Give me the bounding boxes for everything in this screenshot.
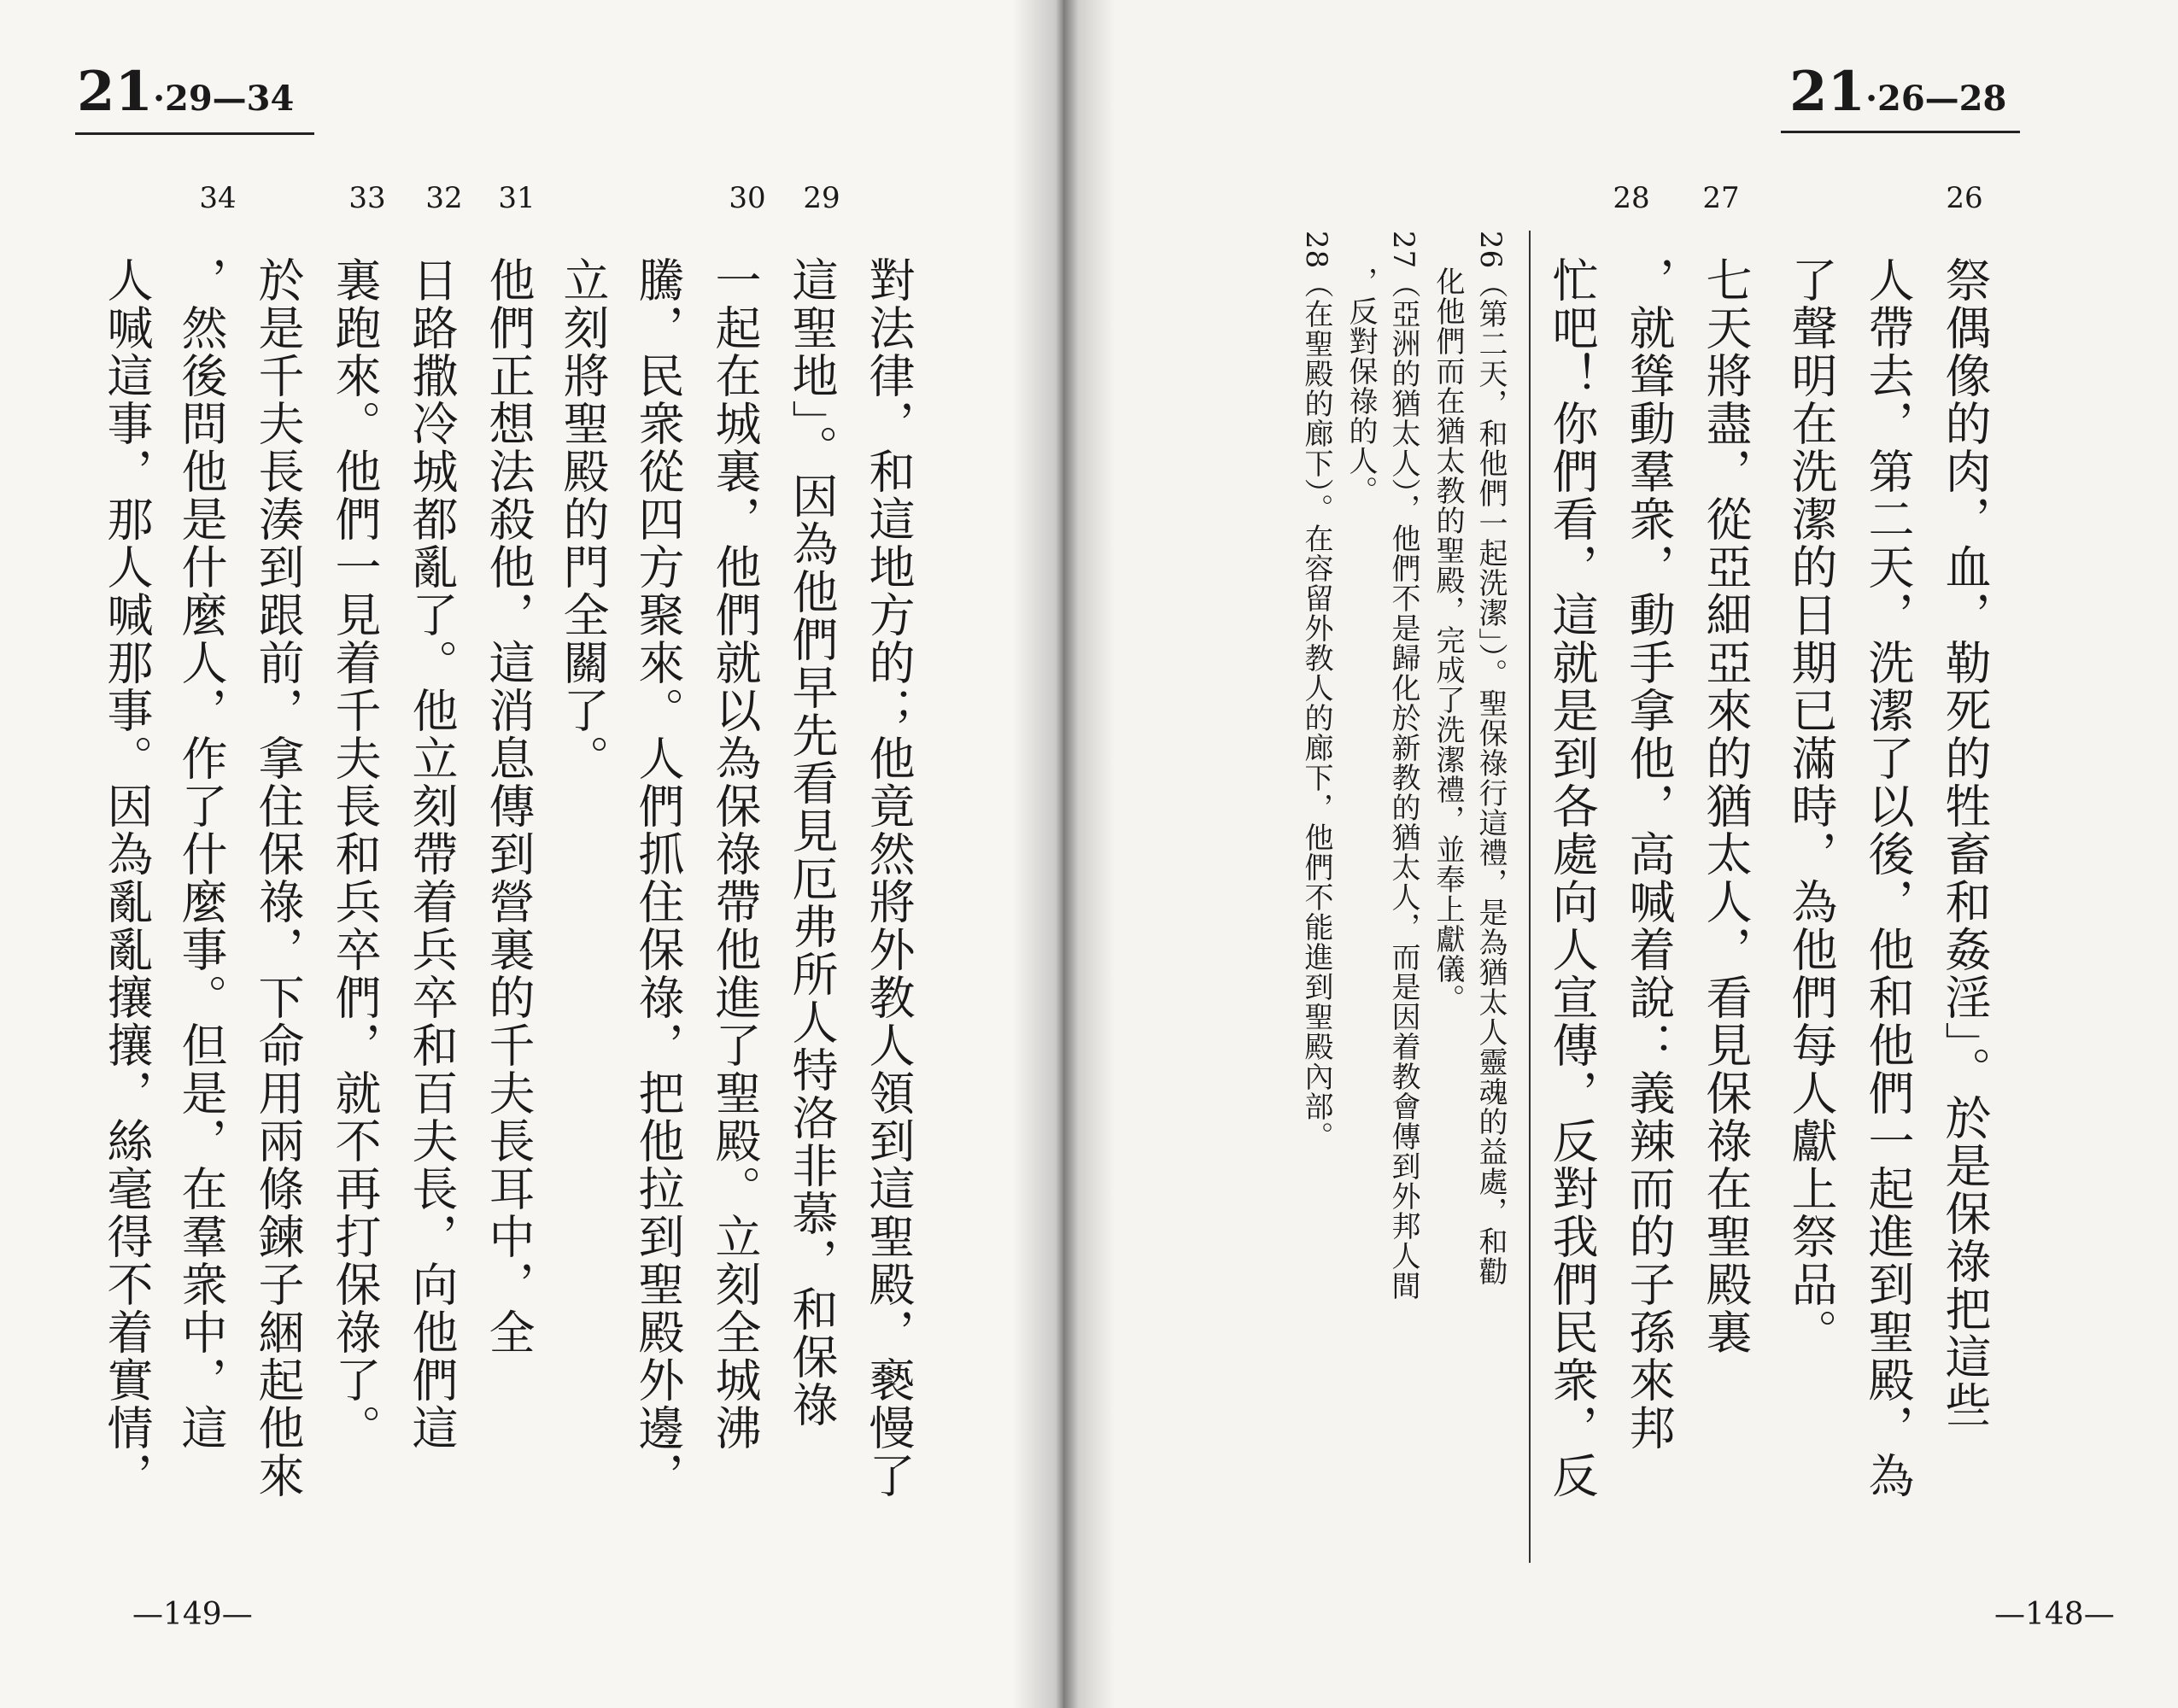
text-column: 人帶去，第二天，洗潔了以後，他和他們一起進到聖殿，為	[1861, 256, 1915, 1500]
left-header-rule	[75, 132, 314, 135]
text-column: 七天將盡，從亞細亞來的猶太人，看見保祿在聖殿裏	[1699, 256, 1753, 1356]
right-page	[1063, 0, 2178, 1708]
notes-divider	[1529, 231, 1531, 1563]
note-line: 26（第二天，和他們一起洗潔」）。聖保祿行這禮，是為猶太人靈魂的益處，和勸	[1473, 231, 1508, 1287]
note-number: 27	[1386, 231, 1420, 270]
note-line: 化他們而在猶太教的聖殿，完成了洗潔禮，並奉上獻儀。	[1431, 266, 1465, 1014]
text-column: 祭偶像的肉，血，勒死的牲畜和姦淫」。於是保祿把這些	[1938, 256, 1992, 1429]
text-column: 立刻將聖殿的門全關了。	[556, 256, 610, 782]
text-column: 騰，民衆從四方聚來。人們抓住保祿，把他拉到聖殿外邊，	[631, 256, 685, 1500]
right-verse-range: 26—28	[1877, 79, 2007, 119]
text-column: ，然後問他是什麼人，作了什麼事。但是，在羣衆中，這	[174, 256, 228, 1452]
text-column: 人喊這事，那人喊那事。因為亂亂攘攘，絲毫得不着實情，	[100, 256, 154, 1500]
right-page-header: 21·26—28	[1789, 60, 2007, 124]
note-line: ，反對保祿的人。	[1344, 266, 1378, 506]
right-header-rule	[1781, 131, 2020, 133]
note-number: 28	[1299, 231, 1333, 270]
text-column: 裏跑來。他們一見着千夫長和兵卒們，就不再打保祿了。	[328, 256, 382, 1452]
text-column: 這聖地」。因為他們早先看見厄弗所人特洛非慕，和保祿	[785, 256, 839, 1429]
verse-number: 27	[1702, 181, 1740, 215]
text-column: 對法律，和這地方的；他竟然將外教人領到這聖殿，褻慢了	[862, 256, 916, 1500]
verse-number: 33	[348, 181, 386, 215]
left-page	[0, 0, 1063, 1708]
verse-number: 29	[803, 181, 840, 215]
right-page-number: —148—	[1994, 1597, 2115, 1632]
right-chapter-number: 21	[1789, 60, 1866, 124]
text-column: ，就聳動羣衆，動手拿他，高喊着說：義辣而的子孫來邦	[1622, 256, 1676, 1452]
text-column: 他們正想法殺他，這消息傳到營裏的千夫長耳中，全	[482, 256, 536, 1356]
verse-number: 30	[729, 181, 766, 215]
verse-number: 32	[425, 181, 463, 215]
note-line: 28（在聖殿的廊下）。在容留外教人的廊下，他們不能進到聖殿內部。	[1299, 231, 1333, 1152]
text-column: 一起在城裏，他們就以為保祿帶他進了聖殿。立刻全城沸	[708, 256, 762, 1452]
text-column: 於是千夫長湊到跟前，拿住保祿，下命用兩條鍊子綑起他來	[251, 256, 305, 1500]
text-column: 忙吧！你們看，這就是到各處向人宣傳，反對我們民衆，反	[1545, 256, 1599, 1500]
text-column: 了聲明在洗潔的日期已滿時，為他們每人獻上祭品。	[1784, 256, 1838, 1356]
verse-number: 31	[498, 181, 536, 215]
left-page-header: 21·29—34	[77, 60, 295, 124]
verse-number: 26	[1946, 181, 1983, 215]
verse-number: 34	[199, 181, 237, 215]
left-verse-range: 29—34	[165, 79, 295, 119]
left-chapter-number: 21	[77, 60, 154, 124]
verse-number: 28	[1613, 181, 1650, 215]
note-number: 26	[1473, 231, 1508, 270]
text-column: 日路撒冷城都亂了。他立刻帶着兵卒和百夫長，向他們這	[405, 256, 459, 1452]
note-line: 27（亞洲的猶太人），他們不是歸化於新教的猶太人，而是因着教會傳到外邦人間	[1386, 231, 1420, 1301]
left-page-number: —149—	[132, 1597, 253, 1632]
